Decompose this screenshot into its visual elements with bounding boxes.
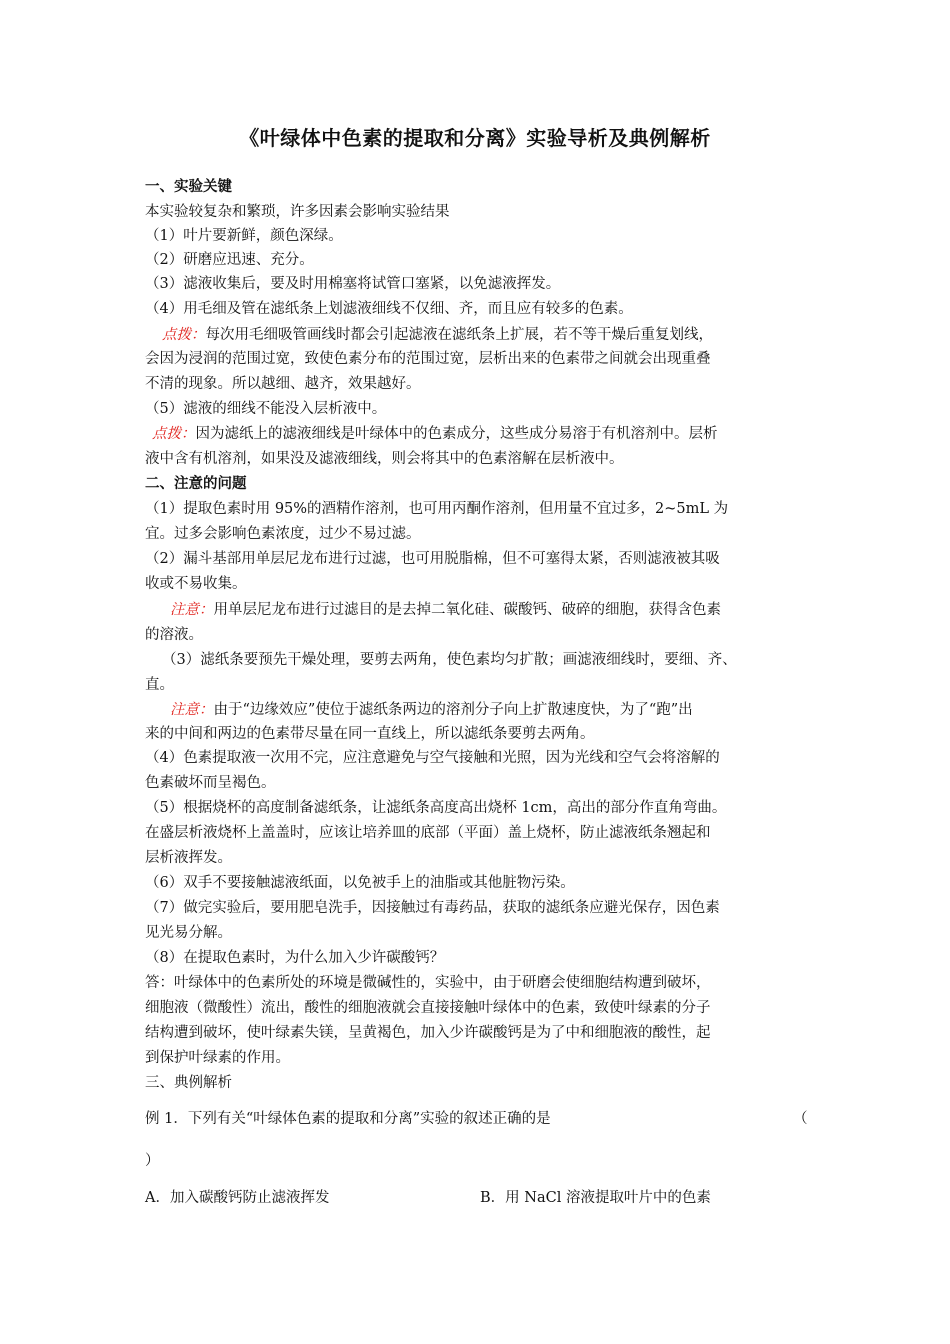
note-item3-line1: （3）滤纸条要预先干燥处理，要剪去两角，使色素均匀扩散；画滤液细线时，要细、齐、 [162,652,737,668]
note-item4-line2: 色素破坏而呈褐色。 [145,775,276,791]
tip1-line2: 会因为浸润的范围过宽，致使色素分布的范围过宽，层析出来的色素带之间就会出现重叠 [145,351,711,367]
page-title: 《叶绿体中色素的提取和分离》实验导析及典例解析 [239,126,711,150]
section1-intro: 本实验较复杂和繁琐，许多因素会影响实验结果 [145,204,450,220]
note-item5-line2: 在盛层析液烧杯上盖盖时，应该让培养皿的底部（平面）盖上烧杯，防止滤液纸条翘起和 [145,825,711,841]
example1-question: 例 1．下列有关“叶绿体色素的提取和分离”实验的叙述正确的是 [145,1111,551,1127]
section3-heading: 三、典例解析 [145,1075,232,1091]
note-item5-line1: （5）根据烧杯的高度制备滤纸条，让滤纸条高度高出烧杯 1cm，高出的部分作直角弯曲。 [145,800,727,816]
answer-paren-open: （ [793,1111,808,1127]
note-item8-question: （8）在提取色素时，为什么加入少许碳酸钙？ [145,950,445,966]
note-item7-line2: 见光易分解。 [145,925,232,941]
note-item3-line2: 直。 [145,677,174,693]
option-a: A．加入碳酸钙防止滤液挥发 [145,1190,330,1206]
section2-heading: 二、注意的问题 [145,476,247,492]
note-item2-line1: （2）漏斗基部用单层尼龙布进行过滤，也可用脱脂棉，但不可塞得太紧，否则滤液被其吸 [145,551,720,567]
note-item1-line1: （1）提取色素时用 95%的酒精作溶剂，也可用丙酮作溶剂，但用量不宜过多，2~5mL 为 [145,501,729,517]
caution2-line1: 注意：由于“边缘效应”使位于滤纸条两边的溶剂分子向上扩散速度快，为了“跑”出 [170,702,693,718]
tip1-line3: 不清的现象。所以越细、越齐，效果越好。 [145,376,421,392]
note-item7-line1: （7）做完实验后，要用肥皂洗手，因接触过有毒药品，获取的滤纸条应避光保存，因色素 [145,900,720,916]
caution1-label: 注意： [170,602,214,618]
tip2-label: 点拨： [152,426,196,442]
note-item4-line1: （4）色素提取液一次用不完，应注意避免与空气接触和光照，因为光线和空气会将溶解的 [145,750,720,766]
answer-line1: 答：叶绿体中的色素所处的环境是微碱性的，实验中，由于研磨会使细胞结构遭到破坏， [145,975,711,991]
tip1-line1: 点拨：每次用毛细吸管画线时都会引起滤液在滤纸条上扩展，若不等干燥后重复划线， [162,327,713,343]
note-item1-line2: 宜。过多会影响色素浓度，过少不易过滤。 [145,526,421,542]
option-b: B．用 NaCl 溶液提取叶片中的色素 [480,1190,711,1206]
section1-item1: （1）叶片要新鲜，颜色深绿。 [145,228,343,244]
answer-line4: 到保护叶绿素的作用。 [145,1050,290,1066]
section1-item3: （3）滤液收集后，要及时用棉塞将试管口塞紧，以免滤液挥发。 [145,276,561,292]
note-item6: （6）双手不要接触滤液纸面，以免被手上的油脂或其他脏物污染。 [145,875,575,891]
answer-line3: 结构遭到破坏，使叶绿素失镁，呈黄褐色，加入少许碳酸钙是为了中和细胞液的酸性，起 [145,1025,711,1041]
caution1-line2: 的溶液。 [145,627,203,643]
answer-paren-close: ） [145,1153,160,1169]
caution2-line2: 来的中间和两边的色素带尽量在同一直线上，所以滤纸条要剪去两角。 [145,726,595,742]
caution2-label: 注意： [170,702,214,718]
section1-item2: （2）研磨应迅速、充分。 [145,252,314,268]
tip2-line1: 点拨：因为滤纸上的滤液细线是叶绿体中的色素成分，这些成分易溶于有机溶剂中。层析 [152,426,718,442]
tip1-label: 点拨： [162,327,206,343]
section1-item5: （5）滤液的细线不能没入层析液中。 [145,401,387,417]
tip2-line2: 液中含有机溶剂，如果没及滤液细线，则会将其中的色素溶解在层析液中。 [145,451,624,467]
note-item2-line2: 收或不易收集。 [145,576,247,592]
answer-line2: 细胞液（微酸性）流出，酸性的细胞液就会直接接触叶绿体中的色素，致使叶绿素的分子 [145,1000,711,1016]
caution1-line1: 注意：用单层尼龙布进行过滤目的是去掉二氧化硅、碳酸钙、破碎的细胞，获得含色素 [170,602,721,618]
note-item5-line3: 层析液挥发。 [145,850,232,866]
section1-heading: 一、实验关键 [145,179,232,195]
section1-item4: （4）用毛细及管在滤纸条上划滤液细线不仅细、齐，而且应有较多的色素。 [145,301,633,317]
